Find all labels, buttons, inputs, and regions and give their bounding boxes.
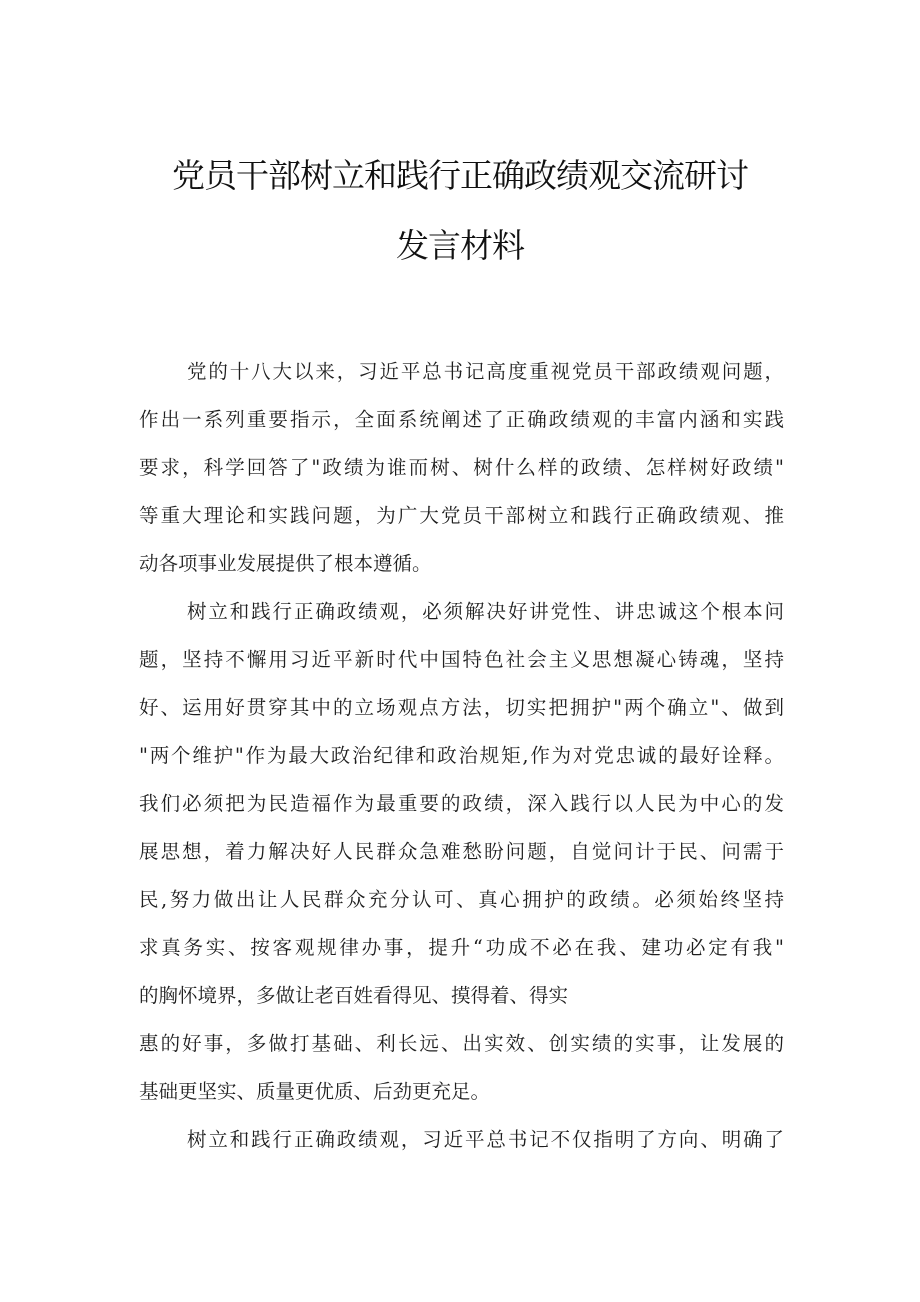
paragraph-2-line-5: 我们必须把为民造福作为最重要的政绩，深入践行以人民为中心的发 bbox=[139, 792, 784, 815]
paragraph-2-line-6: 展思想，着力解决好人民群众急难愁盼问题，自觉问计于民、问需于 bbox=[139, 840, 784, 863]
paragraph-1-line-3: 要求，科学回答了"政绩为谁而树、树什么样的政绩、怎样树好政绩" bbox=[139, 456, 784, 479]
paragraph-2-line-1: 树立和践行正确政绩观，必须解决好讲党性、讲忠诚这个根本问 bbox=[187, 600, 784, 623]
paragraph-2-line-4: "两个维护"作为最大政治纪律和政治规矩,作为对党忠诚的最好诠释。 bbox=[139, 744, 784, 767]
paragraph-1-line-4: 等重大理论和实践问题，为广大党员干部树立和践行正确政绩观、推 bbox=[139, 504, 784, 527]
paragraph-2-line-8: 求真务实、按客观规律办事，提升“功成不必在我、建功必定有我" bbox=[139, 936, 784, 959]
document-title-line-1: 党员干部树立和践行正确政绩观交流研讨 bbox=[172, 156, 748, 195]
paragraph-1-line-2: 作出一系列重要指示，全面系统阐述了正确政绩观的丰富内涵和实践 bbox=[139, 408, 784, 431]
document-title-line-2: 发言材料 bbox=[396, 226, 524, 265]
paragraph-1-line-1: 党的十八大以来，习近平总书记高度重视党员干部政绩观问题， bbox=[187, 360, 784, 383]
paragraph-2-line-10: 惠的好事，多做打基础、利长远、出实效、创实绩的实事，让发展的 bbox=[139, 1032, 784, 1055]
paragraph-3-line-1: 树立和践行正确政绩观，习近平总书记不仅指明了方向、明确了 bbox=[187, 1128, 784, 1151]
paragraph-2-line-2: 题，坚持不懈用习近平新时代中国特色社会主义思想凝心铸魂，坚持 bbox=[139, 648, 784, 671]
paragraph-1-line-5: 动各项事业发展提供了根本遵循。 bbox=[139, 552, 432, 575]
paragraph-2-line-7: 民,努力做出让人民群众充分认可、真心拥护的政绩。必须始终坚持 bbox=[139, 888, 784, 911]
paragraph-2-line-9: 的胸怀境界，多做让老百姓看得见、摸得着、得实 bbox=[139, 984, 569, 1007]
paragraph-2-line-11: 基础更坚实、质量更优质、后劲更充足。 bbox=[139, 1080, 491, 1103]
paragraph-2-line-3: 好、运用好贯穿其中的立场观点方法，切实把拥护"两个确立"、做到 bbox=[139, 696, 784, 719]
